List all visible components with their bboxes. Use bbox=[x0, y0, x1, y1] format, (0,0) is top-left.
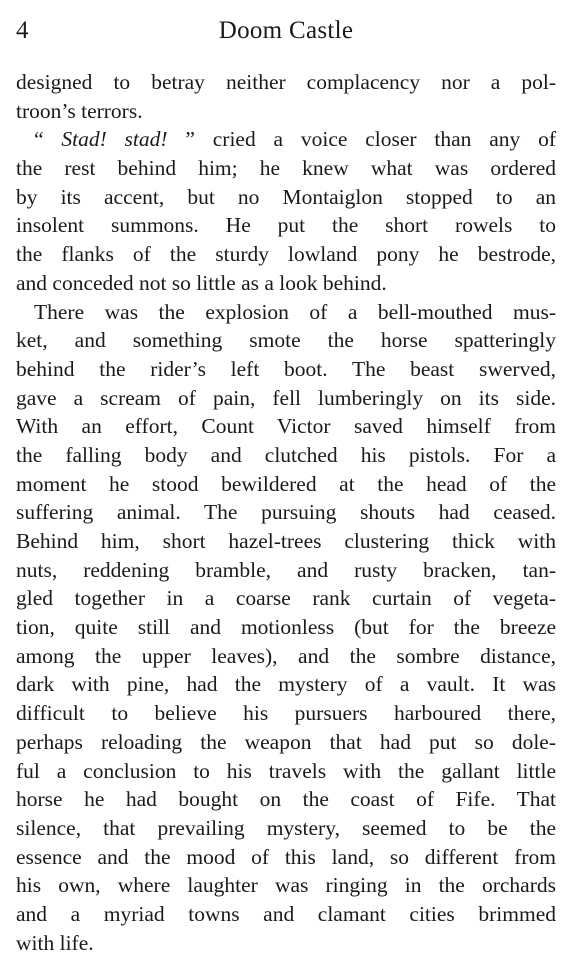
text-line: the flanks of the sturdy lowland pony he bestrode, bbox=[16, 242, 556, 267]
running-head: Doom Castle bbox=[218, 17, 354, 44]
text-line: nuts, reddening bramble, and rusty bracken, tan- bbox=[16, 557, 556, 582]
close-quote: ” bbox=[167, 127, 195, 152]
text-line: designed to betray neither complacency nor a pol- bbox=[16, 70, 556, 94]
page-number: 4 bbox=[16, 17, 29, 44]
text-line: ful a conclusion to his travels with the gallant little bbox=[16, 758, 556, 783]
line-remainder: cried a voice closer than any of bbox=[194, 127, 556, 152]
page-header bbox=[16, 14, 556, 46]
text-line: silence, that prevailing mystery, seemed to be the bbox=[16, 815, 556, 840]
text-line: horse he had bought on the coast of Fife. That bbox=[16, 787, 556, 812]
text-line: moment he stood bewildered at the head of the bbox=[16, 471, 556, 496]
text-line: There was the explosion of a bell-mouthed mus- bbox=[34, 299, 556, 324]
text-line: by its accent, but no Montaiglon stopped to an bbox=[16, 184, 556, 209]
open-quote: “ bbox=[34, 127, 62, 152]
text-line: gled together in a coarse rank curtain of vegeta- bbox=[16, 586, 556, 611]
text-line: difficult to believe his pursuers harboured there, bbox=[16, 701, 556, 726]
text-line: gave a scream of pain, fell lumberingly on its side. bbox=[16, 385, 556, 410]
text-line: and a myriad towns and clamant cities brimmed bbox=[16, 901, 556, 926]
text-line: With an effort, Count Victor saved himself from bbox=[16, 414, 556, 439]
text-line: behind the rider’s left boot. The beast swerved, bbox=[16, 356, 556, 381]
text-line: the falling body and clutched his pistols. For a bbox=[16, 442, 556, 467]
text-line: insolent summons. He put the short rowels to bbox=[16, 213, 556, 238]
text-line: dark with pine, had the mystery of a vault. It was bbox=[16, 672, 556, 697]
text-line: essence and the mood of this land, so different from bbox=[16, 844, 556, 869]
text-line: among the upper leaves), and the sombre distance, bbox=[16, 643, 556, 668]
text-line: ket, and something smote the horse spatteringly bbox=[16, 328, 556, 353]
text-line: suffering animal. The pursuing shouts had ceased. bbox=[16, 500, 556, 525]
text-line: with life. bbox=[16, 930, 94, 955]
text-line: tion, quite still and motionless (but for the breeze bbox=[16, 615, 556, 640]
text-line: his own, where laughter was ringing in the orchards bbox=[16, 873, 556, 898]
text-line-italic-quote bbox=[16, 125, 556, 154]
body-text bbox=[16, 68, 556, 957]
text-line: Behind him, short hazel-trees clustering thick with bbox=[16, 529, 556, 553]
text-line: perhaps reloading the weapon that had put so dole- bbox=[16, 729, 556, 754]
text-line: troon’s terrors. bbox=[16, 98, 143, 123]
italic-exclamation: Stad! stad! bbox=[61, 127, 168, 152]
text-line: and conceded not so little as a look behind. bbox=[16, 270, 387, 295]
text-line: the rest behind him; he knew what was ordered bbox=[16, 156, 556, 181]
